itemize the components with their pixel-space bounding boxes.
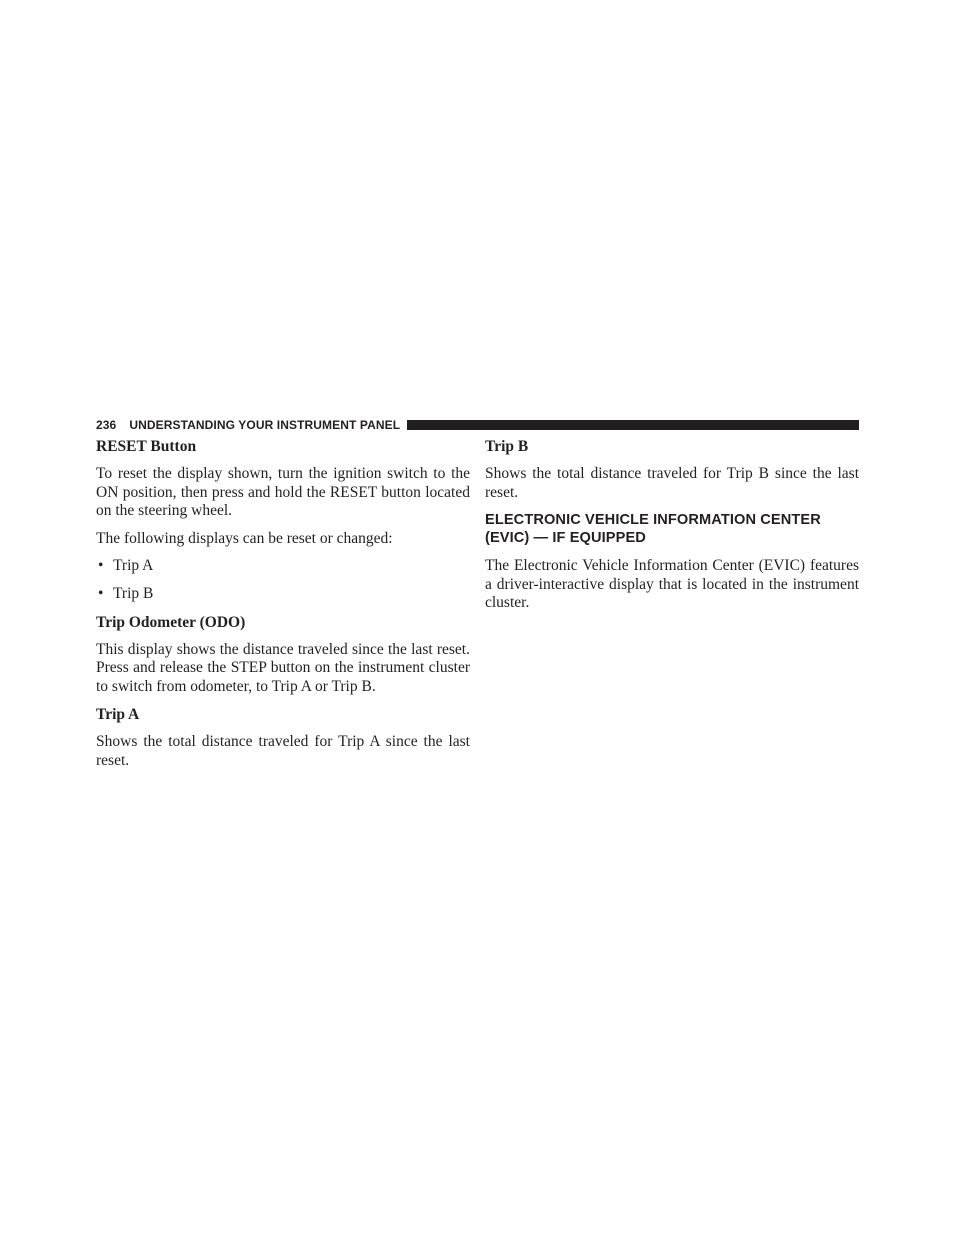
list-item bbox=[96, 585, 470, 604]
page-number: 236 bbox=[96, 418, 117, 432]
displays-list bbox=[96, 557, 470, 603]
right-column bbox=[485, 437, 859, 622]
header-rule bbox=[407, 420, 859, 430]
displays-paragraph: The following displays can be reset or changed: bbox=[96, 529, 393, 547]
trip-odometer-heading: Trip Odometer (ODO) bbox=[96, 613, 246, 631]
evic-heading: ELECTRONIC VEHICLE INFORMATION CENTER (EVIC) — IF EQUIPPED bbox=[485, 512, 821, 547]
reset-button-heading: RESET Button bbox=[96, 438, 197, 455]
trip-b-paragraph: Shows the total distance traveled for Trip B since the last reset. bbox=[485, 465, 859, 501]
bullet-icon: • bbox=[98, 584, 104, 602]
trip-a-paragraph: Shows the total distance traveled for Trip A since the last reset. bbox=[96, 733, 470, 769]
trip-b-heading: Trip B bbox=[485, 438, 529, 455]
reset-paragraph: To reset the display shown, turn the ignition switch to the ON position, then press and hold the RESET button located on the steering wheel. bbox=[96, 465, 470, 520]
list-item-label: Trip A bbox=[113, 557, 154, 575]
left-column bbox=[96, 437, 470, 780]
bullet-icon: • bbox=[98, 557, 104, 575]
list-item-label: Trip B bbox=[113, 584, 154, 602]
trip-a-heading: Trip A bbox=[96, 706, 140, 724]
section-title: UNDERSTANDING YOUR INSTRUMENT PANEL bbox=[129, 418, 401, 432]
list-item bbox=[96, 557, 470, 576]
evic-paragraph: The Electronic Vehicle Information Center (EVIC) features a driver-interactive display that is located in the instrument cluster. bbox=[485, 557, 859, 612]
page-header bbox=[96, 417, 859, 433]
trip-odometer-paragraph: This display shows the distance traveled since the last reset. Press and release the STEP button on the instrument cluster to switch from odometer, to Trip A or Trip B. bbox=[96, 640, 470, 695]
